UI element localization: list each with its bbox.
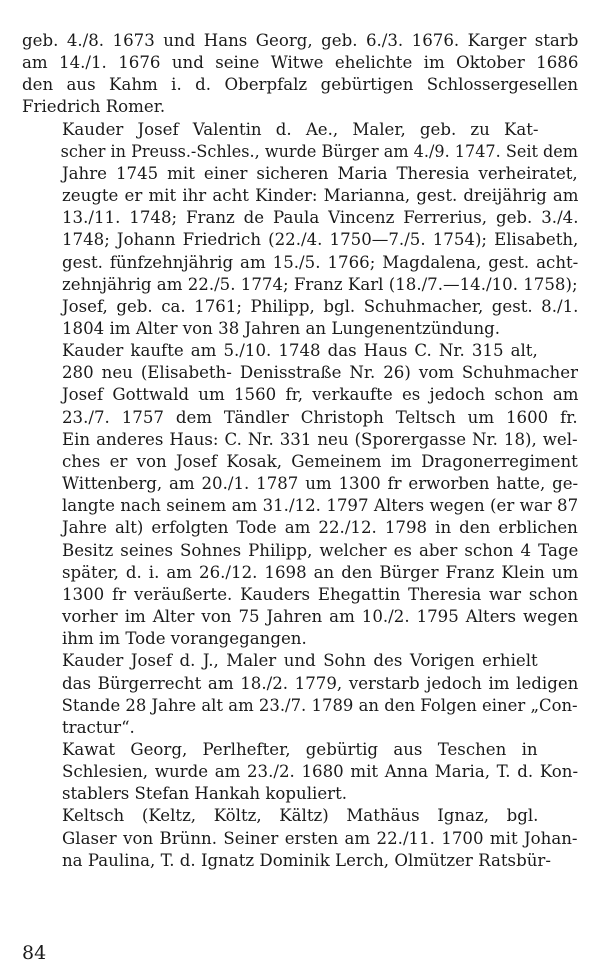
text-line: Stande 28 Jahre alt am 23./7. 1789 an den Folgen einer „Con- — [61, 695, 578, 715]
text-line: Schlesien, wurde am 23./2. 1680 mit Anna Maria, T. d. Kon- — [62, 762, 578, 782]
text-line: Josef, geb. ca. 1761; Philipp, bgl. Schuhmacher, gest. 8./1. — [62, 296, 578, 316]
text-line: Friedrich Romer. — [22, 97, 166, 117]
text-line: stablers Stefan Hankah kopuliert. — [62, 784, 348, 804]
page-number: 84 — [22, 942, 47, 964]
text-line: zeugte er mit ihr acht Kinder: Marianna, gest. dreijährig am — [62, 186, 578, 206]
text-line: 1804 im Alter von 38 Jahren an Lungenentzündung. — [62, 319, 501, 339]
text-line: Kauder Josef d. J., Maler und Sohn des Vorigen erhielt — [62, 651, 538, 671]
body-text — [22, 30, 578, 872]
text-line: ches er von Josef Kosak, Gemeinem im Dragonerregiment — [62, 451, 578, 471]
text-line: Jahre alt) erfolgten Tode am 22./12. 1798 in den erblichen — [62, 518, 578, 538]
text-line: Josef Gottwald um 1560 fr, verkaufte es jedoch schon am — [62, 385, 578, 405]
text-line: Jahre 1745 mit einer sicheren Maria Theresia verheiratet, — [62, 163, 578, 183]
text-line: langte nach seinem am 31./12. 1797 Alters wegen (er war 87 — [62, 496, 578, 516]
text-line: Kauder kaufte am 5./10. 1748 das Haus C. Nr. 315 alt, — [62, 341, 538, 361]
text-line: das Bürgerrecht am 18./2. 1779, verstarb jedoch im ledigen — [62, 673, 578, 693]
text-line: Ein anderes Haus: C. Nr. 331 neu (Sporergasse Nr. 18), wel- — [62, 429, 578, 449]
text-line: den aus Kahm i. d. Oberpfalz gebürtigen Schlossergesellen — [22, 75, 578, 95]
text-line: Keltsch (Keltz, Költz, Kältz) Mathäus Ignaz, bgl. — [62, 806, 539, 826]
paragraph-keltsch-mathaeus — [22, 805, 578, 871]
text-line: ihm im Tode vorangegangen. — [62, 629, 307, 649]
text-line: 280 neu (Elisabeth- Denisstraße Nr. 26) vom Schuhmacher — [62, 363, 578, 383]
text-line: Besitz seines Sohnes Philipp, welcher es aber schon 4 Tage — [62, 540, 578, 560]
text-line: 23./7. 1757 dem Tändler Christoph Teltsch um 1600 fr. — [62, 407, 578, 427]
text-line: 1748; Johann Friedrich (22./4. 1750—7./5. 1754); Elisabeth, — [62, 230, 578, 250]
paragraph-karger-continuation — [22, 30, 578, 119]
text-line: tractur“. — [62, 717, 135, 737]
text-line: Kauder Josef Valentin d. Ae., Maler, geb. zu Kat- — [62, 119, 539, 139]
text-line: 13./11. 1748; Franz de Paula Vincenz Ferrerius, geb. 3./4. — [62, 208, 578, 228]
paragraph-kawat-georg — [22, 739, 578, 805]
text-line: Wittenberg, am 20./1. 1787 um 1300 fr erworben hatte, ge- — [62, 474, 578, 494]
text-line: zehnjährig am 22./5. 1774; Franz Karl (18./7.—14./10. 1758); — [62, 274, 578, 294]
text-line: na Paulina, T. d. Ignatz Dominik Lerch, Olmützer Ratsbür- — [62, 850, 551, 870]
paragraph-kauder-josef-valentin — [22, 119, 578, 341]
text-line: Glaser von Brünn. Seiner ersten am 22./11. 1700 mit Johan- — [62, 828, 578, 848]
text-line: gest. fünfzehnjährig am 15./5. 1766; Magdalena, gest. acht- — [62, 252, 578, 272]
text-line: Kawat Georg, Perlhefter, gebürtig aus Teschen in — [62, 739, 538, 759]
text-line: später, d. i. am 26./12. 1698 an den Bürger Franz Klein um — [62, 562, 578, 582]
text-line: vorher im Alter von 75 Jahren am 10./2. 1795 Alters wegen — [62, 607, 578, 627]
text-line: geb. 4./8. 1673 und Hans Georg, geb. 6./3. 1676. Karger starb — [22, 31, 578, 50]
text-line: scher in Preuss.-Schles., wurde Bürger am 4./9. 1747. Seit dem — [60, 141, 578, 161]
text-line: am 14./1. 1676 und seine Witwe ehelichte im Oktober 1686 — [22, 53, 578, 73]
paragraph-kauder-josef-junior — [22, 650, 578, 739]
text-line: 1300 fr veräußerte. Kauders Ehegattin Theresia war schon — [62, 584, 578, 604]
paragraph-kauder-houses — [22, 340, 578, 650]
